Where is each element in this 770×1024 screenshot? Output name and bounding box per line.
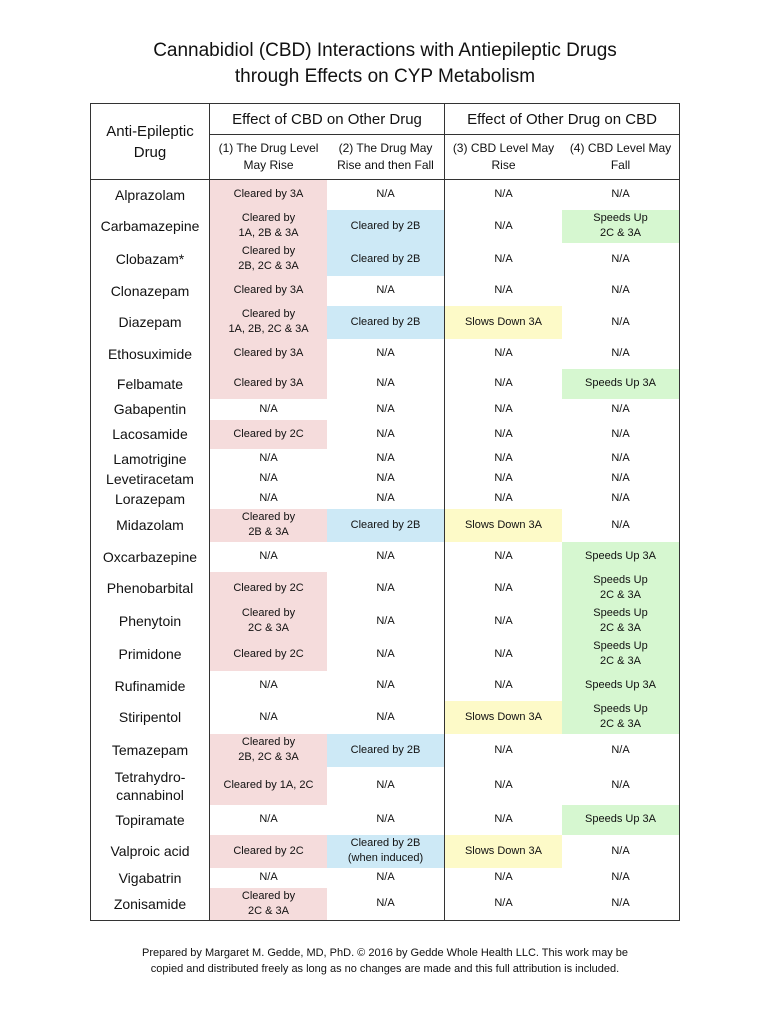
interaction-cell: Cleared by 2B (when induced): [327, 835, 445, 868]
drug-name: Lacosamide: [91, 420, 210, 449]
interaction-cell: N/A: [611, 779, 630, 791]
interaction-cell: Cleared by 2B: [327, 306, 445, 339]
interaction-cell: N/A: [494, 492, 513, 504]
interaction-cell: N/A: [259, 813, 278, 825]
drug-name: Rufinamide: [91, 671, 210, 701]
drug-name: Alprazolam: [91, 180, 210, 210]
drug-name: Stiripentol: [91, 701, 210, 734]
interaction-cell: N/A: [327, 638, 445, 671]
drug-name: Vigabatrin: [91, 868, 210, 888]
interaction-cell: N/A: [611, 743, 630, 756]
drug-name: Levetiracetam: [91, 469, 210, 489]
interaction-cell: N/A: [494, 581, 513, 594]
interaction-cell: N/A: [494, 813, 513, 825]
interaction-cell: N/A: [494, 647, 513, 660]
table-row: [91, 339, 680, 369]
interaction-cell: N/A: [611, 315, 630, 328]
table-row: [91, 243, 680, 276]
interaction-cell: Speeds Up 3A: [562, 369, 680, 399]
interaction-cell: N/A: [494, 402, 513, 415]
interaction-cell: Speeds Up 3A: [562, 805, 680, 835]
table-row: [91, 734, 680, 767]
interaction-cell: N/A: [327, 469, 445, 489]
title-line-1: Cannabidiol (CBD) Interactions with Antiepileptic Drugs: [153, 40, 617, 61]
drug-name: Primidone: [91, 638, 210, 671]
col-header-rise-then-fall: (2) The Drug May Rise and then Fall: [327, 135, 445, 180]
document-title: [0, 38, 770, 90]
table-row: [91, 420, 680, 449]
interaction-cell: Cleared by 3A: [210, 180, 328, 210]
interaction-cell: Cleared by 1A, 2C: [210, 767, 328, 805]
interaction-cell: N/A: [327, 805, 445, 835]
drug-name: Ethosuximide: [91, 339, 210, 369]
table-row: [91, 805, 680, 835]
drug-name: Oxcarbazepine: [91, 542, 210, 572]
interaction-cell: N/A: [327, 868, 445, 888]
interaction-cell: N/A: [611, 844, 630, 857]
drug-name: Zonisamide: [91, 888, 210, 921]
interaction-cell: N/A: [259, 472, 278, 484]
col-header-cbd-fall: (4) CBD Level May Fall: [562, 135, 680, 180]
interaction-cell: N/A: [611, 492, 630, 504]
interaction-cell: N/A: [494, 452, 513, 464]
interaction-cell: Cleared by 3A: [210, 369, 328, 399]
table-row: [91, 868, 680, 888]
table-row: [91, 638, 680, 671]
interaction-cell: N/A: [327, 701, 445, 734]
drug-name: Carbamazepine: [91, 210, 210, 243]
interaction-cell: N/A: [327, 671, 445, 701]
interaction-cell: Speeds Up 3A: [562, 542, 680, 572]
interaction-cell: N/A: [494, 219, 513, 232]
interaction-cell: N/A: [494, 188, 513, 201]
group-header-cbd-on-drug: Effect of CBD on Other Drug: [210, 104, 445, 135]
drug-name: Lorazepam: [91, 489, 210, 509]
interaction-cell: Cleared by 2B, 2C & 3A: [210, 243, 328, 276]
interaction-cell: N/A: [611, 402, 630, 415]
interaction-cell: N/A: [494, 779, 513, 791]
interaction-cell: Slows Down 3A: [445, 701, 563, 734]
interaction-cell: Cleared by 1A, 2B & 3A: [210, 210, 328, 243]
table-row: [91, 276, 680, 306]
interaction-cell: N/A: [327, 605, 445, 638]
interactions-table: [90, 103, 680, 921]
table-row: [91, 449, 680, 469]
interaction-cell: N/A: [259, 710, 278, 723]
drug-name: Lamotrigine: [91, 449, 210, 469]
interaction-cell: N/A: [259, 452, 278, 464]
interaction-cell: N/A: [327, 276, 445, 306]
interaction-cell: N/A: [327, 369, 445, 399]
interaction-cell: N/A: [494, 252, 513, 265]
drug-name: Valproic acid: [91, 835, 210, 868]
table-row: [91, 469, 680, 489]
interaction-cell: Cleared by 1A, 2B, 2C & 3A: [210, 306, 328, 339]
table-row: [91, 180, 680, 210]
interaction-cell: N/A: [494, 679, 513, 691]
interaction-cell: Cleared by 2B, 2C & 3A: [210, 734, 328, 767]
interaction-cell: N/A: [494, 284, 513, 296]
interaction-cell: Cleared by 2C: [210, 638, 328, 671]
table-row: [91, 767, 680, 805]
table-row: [91, 701, 680, 734]
table-body: [91, 180, 680, 921]
interaction-cell: N/A: [494, 550, 513, 562]
table-row: [91, 835, 680, 868]
interaction-cell: N/A: [494, 743, 513, 756]
drug-name: Topiramate: [91, 805, 210, 835]
footer-line-2: copied and distributed freely as long as no changes are made and this full attribution is included.: [150, 963, 620, 975]
interaction-cell: N/A: [327, 888, 445, 921]
col-header-cbd-rise: (3) CBD Level May Rise: [445, 135, 563, 180]
drug-name: Diazepam: [91, 306, 210, 339]
table-row: [91, 671, 680, 701]
interaction-cell: Speeds Up 2C & 3A: [562, 572, 680, 605]
interaction-cell: N/A: [327, 767, 445, 805]
drug-name: Gabapentin: [91, 399, 210, 420]
interaction-cell: Cleared by 2B: [327, 734, 445, 767]
interaction-cell: N/A: [494, 614, 513, 627]
title-line-2: through Effects on CYP Metabolism: [234, 66, 536, 87]
drug-name: Clonazepam: [91, 276, 210, 306]
interaction-cell: N/A: [611, 284, 630, 296]
interaction-cell: Cleared by 2C: [210, 420, 328, 449]
table-row: [91, 306, 680, 339]
interaction-cell: N/A: [611, 427, 630, 440]
interaction-cell: N/A: [327, 339, 445, 369]
interaction-cell: N/A: [611, 252, 630, 265]
interaction-cell: Cleared by 2C & 3A: [210, 888, 328, 921]
interaction-cell: Cleared by 3A: [210, 339, 328, 369]
interaction-cell: N/A: [611, 472, 630, 484]
interaction-cell: N/A: [611, 452, 630, 464]
drug-name: Midazolam: [91, 509, 210, 542]
interaction-cell: N/A: [494, 897, 513, 910]
interaction-cell: N/A: [259, 679, 278, 691]
drug-name: Phenytoin: [91, 605, 210, 638]
interaction-cell: N/A: [494, 347, 513, 359]
table-row: [91, 399, 680, 420]
drug-column-header: Anti-Epileptic Drug: [91, 104, 210, 180]
interaction-cell: N/A: [611, 897, 630, 910]
drug-name: Temazepam: [91, 734, 210, 767]
table-row: [91, 572, 680, 605]
interaction-cell: Slows Down 3A: [445, 306, 563, 339]
footer-line-1: Prepared by Margaret M. Gedde, MD, PhD. © 2016 by Gedde Whole Health LLC. This work may be: [141, 947, 628, 959]
table-row: [91, 369, 680, 399]
group-header-drug-on-cbd: Effect of Other Drug on CBD: [445, 104, 680, 135]
interaction-cell: Speeds Up 2C & 3A: [562, 605, 680, 638]
interaction-cell: N/A: [494, 472, 513, 484]
interaction-cell: N/A: [494, 377, 513, 389]
interaction-cell: N/A: [327, 399, 445, 420]
interaction-cell: N/A: [259, 492, 278, 504]
interaction-cell: N/A: [327, 572, 445, 605]
table-row: [91, 489, 680, 509]
interaction-cell: N/A: [327, 489, 445, 509]
interaction-cell: Speeds Up 3A: [562, 671, 680, 701]
interaction-cell: Speeds Up 2C & 3A: [562, 210, 680, 243]
interaction-cell: N/A: [259, 871, 278, 883]
table-row: [91, 542, 680, 572]
table-row: [91, 888, 680, 921]
interaction-cell: Slows Down 3A: [445, 835, 563, 868]
interaction-cell: Slows Down 3A: [445, 509, 563, 542]
interaction-cell: N/A: [611, 518, 630, 531]
interaction-cell: N/A: [611, 871, 630, 883]
interaction-cell: Cleared by 2B: [327, 509, 445, 542]
attribution-footer: [0, 945, 770, 977]
interaction-cell: Cleared by 2C: [210, 572, 328, 605]
interaction-cell: Cleared by 2B & 3A: [210, 509, 328, 542]
interaction-cell: Cleared by 2B: [327, 243, 445, 276]
interaction-cell: N/A: [327, 180, 445, 210]
interaction-cell: N/A: [494, 427, 513, 440]
drug-name: Clobazam*: [91, 243, 210, 276]
table-row: [91, 509, 680, 542]
interaction-cell: Speeds Up 2C & 3A: [562, 701, 680, 734]
table-row: [91, 210, 680, 243]
interaction-cell: N/A: [259, 550, 278, 562]
table-row: [91, 605, 680, 638]
interaction-cell: Speeds Up 2C & 3A: [562, 638, 680, 671]
drug-name: Felbamate: [91, 369, 210, 399]
interaction-cell: N/A: [259, 402, 278, 415]
interaction-cell: N/A: [327, 449, 445, 469]
interaction-cell: N/A: [494, 871, 513, 883]
interaction-cell: N/A: [327, 542, 445, 572]
col-header-drug-level-rise: (1) The Drug Level May Rise: [210, 135, 328, 180]
drug-name: Phenobarbital: [91, 572, 210, 605]
interaction-cell: Cleared by 3A: [210, 276, 328, 306]
drug-name: Tetrahydro- cannabinol: [91, 767, 210, 805]
interaction-cell: N/A: [611, 347, 630, 359]
interaction-cell: Cleared by 2C & 3A: [210, 605, 328, 638]
interaction-cell: Cleared by 2C: [210, 835, 328, 868]
interaction-cell: N/A: [327, 420, 445, 449]
interaction-cell: N/A: [611, 188, 630, 201]
interaction-cell: Cleared by 2B: [327, 210, 445, 243]
